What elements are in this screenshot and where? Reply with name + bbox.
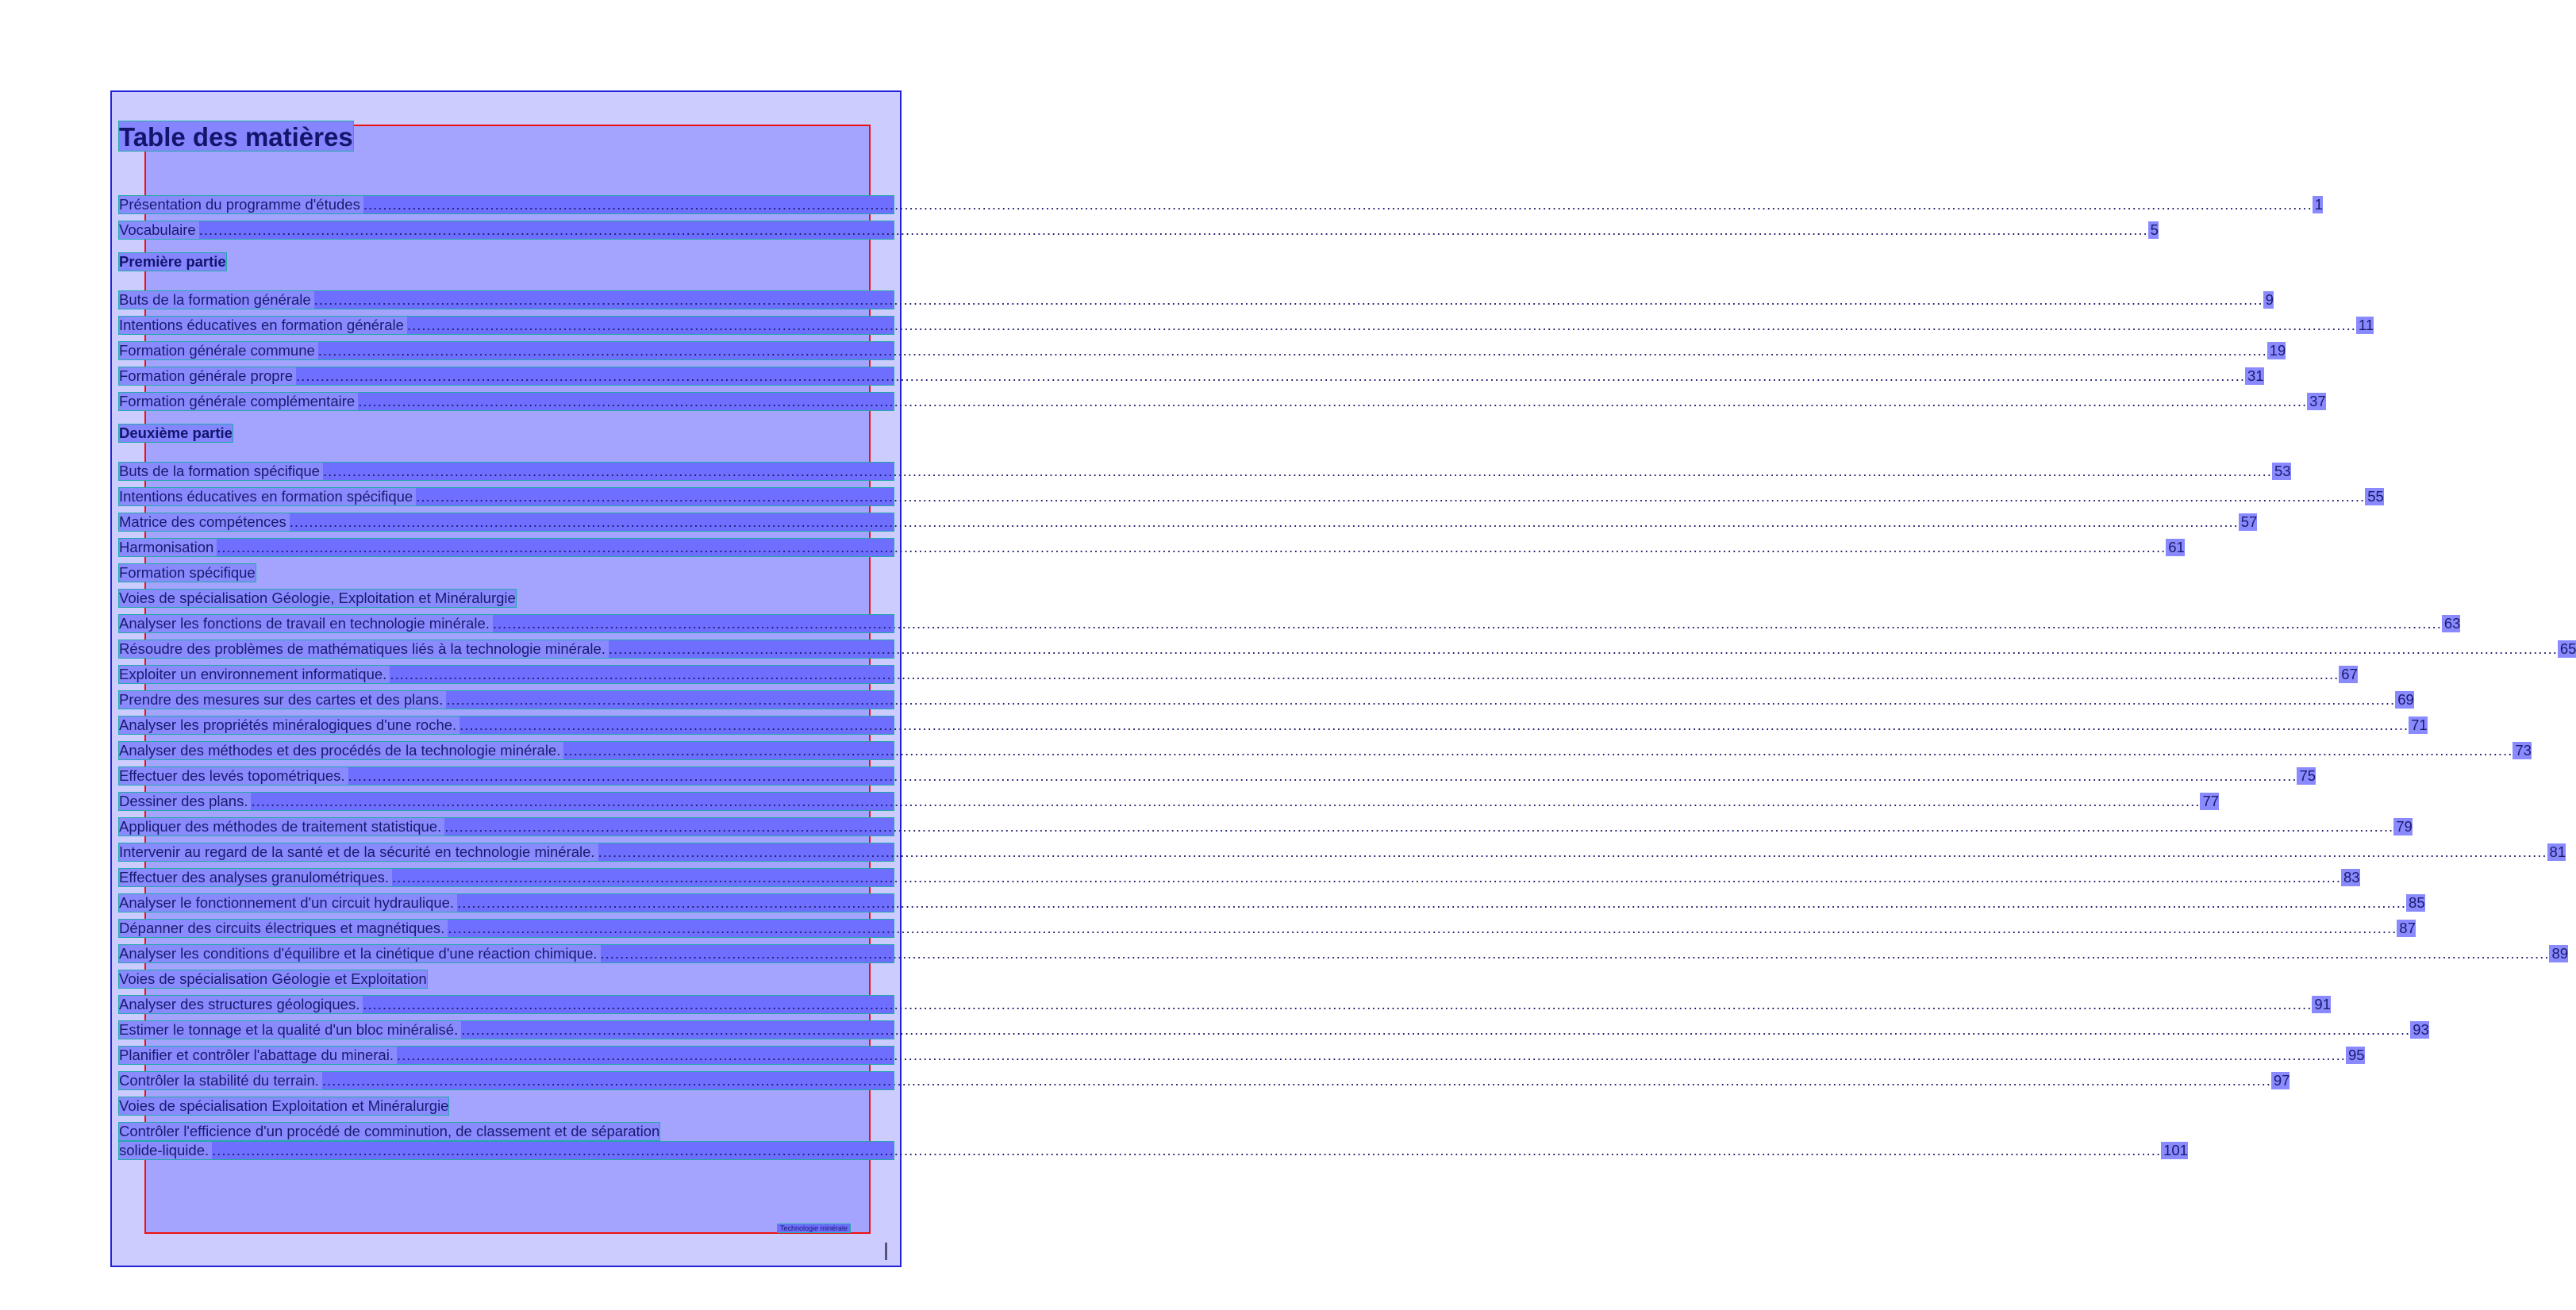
leader-dots: ................................................................................................................................................................................................................................................................................................................................................................................................................ — [390, 666, 2340, 682]
leader-dots: ................................................................................................................................................................................................................................................................................................................................................................................................................ — [406, 317, 2356, 333]
toc-entry-text: Vocabulaire — [119, 221, 199, 239]
toc-entry[interactable] — [119, 488, 2384, 505]
leader-dots: ................................................................................................................................................................................................................................................................................................................................................................................................................ — [313, 291, 2263, 308]
leader-dots: ................................................................................................................................................................................................................................................................................................................................................................................................................ — [444, 818, 2394, 835]
table-of-contents — [119, 119, 2576, 1167]
leader-dots: ................................................................................................................................................................................................................................................................................................................................................................................................................ — [492, 615, 2442, 632]
toc-entry-text-line2: solide-liquide. — [119, 1142, 212, 1159]
leader-dots: ................................................................................................................................................................................................................................................................................................................................................................................................................ — [289, 513, 2239, 530]
intro-list — [119, 196, 2324, 239]
toc-entry[interactable] — [119, 996, 2331, 1013]
toc-entry-text: Exploiter un environnement informatique. — [119, 666, 390, 683]
leader-dots: ................................................................................................................................................................................................................................................................................................................................................................................................................ — [212, 1142, 2162, 1158]
toc-page-number: 65 — [2558, 640, 2576, 658]
toc-page-number: 71 — [2409, 716, 2428, 734]
toc-entry[interactable] — [119, 894, 2425, 912]
toc-page-number: 101 — [2161, 1142, 2188, 1159]
leader-dots: ................................................................................................................................................................................................................................................................................................................................................................................................................ — [392, 869, 2342, 885]
leader-dots: ................................................................................................................................................................................................................................................................................................................................................................................................................ — [608, 640, 2558, 657]
toc-page-number: 1 — [2313, 196, 2323, 213]
toc-entry-text: Effectuer des analyses granulométriques. — [119, 869, 392, 886]
section-heading-part2: Deuxième partie — [119, 425, 233, 441]
toc-entry[interactable] — [119, 513, 2258, 531]
subsection-voie3: Voies de spécialisation Exploitation et Minéralurgie — [119, 1097, 449, 1114]
toc-entry[interactable] — [119, 666, 2358, 683]
toc-entry-text: Contrôler la stabilité du terrain. — [119, 1072, 322, 1089]
toc-entry[interactable] — [119, 793, 2220, 810]
toc-entry-text: Analyser des structures géologiques. — [119, 996, 363, 1013]
leader-dots: ................................................................................................................................................................................................................................................................................................................................................................................................................ — [321, 1072, 2271, 1089]
toc-entry[interactable] — [119, 463, 2291, 480]
leader-dots: ................................................................................................................................................................................................................................................................................................................................................................................................................ — [317, 342, 2267, 359]
toc-entry-text-line1: Contrôler l'efficience d'un procédé de comminution, de classement et de séparation — [119, 1123, 660, 1139]
footer-label: Technologie minérale — [778, 1224, 850, 1232]
toc-entry-text: Buts de la formation générale — [119, 291, 314, 309]
toc-entry[interactable] — [119, 1047, 2365, 1064]
toc-entry[interactable] — [119, 221, 2159, 239]
toc-entry-text: Matrice des compétences — [119, 513, 290, 531]
toc-page-number: 75 — [2297, 767, 2316, 785]
leader-dots: ................................................................................................................................................................................................................................................................................................................................................................................................................ — [322, 463, 2272, 479]
leader-dots: ................................................................................................................................................................................................................................................................................................................................................................................................................ — [457, 894, 2407, 911]
toc-entry-text: Analyser des méthodes et des procédés de la technologie minérale. — [119, 742, 563, 759]
toc-entry-text: Analyser le fonctionnement d'un circuit hydraulique. — [119, 894, 457, 912]
toc-page-number: 77 — [2200, 793, 2219, 810]
toc-page-number: 93 — [2410, 1021, 2429, 1039]
toc-entry[interactable] — [119, 1072, 2290, 1089]
page-title: Table des matières — [119, 122, 353, 152]
toc-entry-text: Formation générale commune — [119, 342, 318, 359]
toc-entry-text: Formation générale propre — [119, 367, 296, 385]
toc-entry[interactable] — [119, 767, 2316, 785]
toc-page-number: 67 — [2339, 666, 2358, 683]
toc-page-number: 57 — [2239, 513, 2258, 531]
leader-dots: ................................................................................................................................................................................................................................................................................................................................................................................................................ — [598, 843, 2547, 860]
toc-entry-text: Dessiner des plans. — [119, 793, 251, 810]
toc-entry[interactable] — [119, 539, 2185, 556]
toc-entry-multiline[interactable] — [119, 1123, 2188, 1159]
toc-entry[interactable] — [119, 615, 2461, 632]
toc-entry-text: Résoudre des problèmes de mathématiques liés à la technologie minérale. — [119, 640, 609, 658]
toc-page-number: 81 — [2547, 843, 2566, 861]
leader-dots: ................................................................................................................................................................................................................................................................................................................................................................................................................ — [600, 945, 2550, 962]
toc-entry[interactable] — [119, 291, 2274, 309]
toc-page-number: 73 — [2513, 742, 2532, 759]
leader-dots: ................................................................................................................................................................................................................................................................................................................................................................................................................ — [251, 793, 2201, 809]
toc-entry-line2 — [119, 1142, 2188, 1159]
toc-entry-text: Intentions éducatives en formation générale — [119, 317, 407, 334]
toc-entry-text: Harmonisation — [119, 539, 217, 556]
toc-page-number: 69 — [2395, 691, 2414, 709]
leader-dots: ................................................................................................................................................................................................................................................................................................................................................................................................................ — [363, 996, 2313, 1012]
leader-dots: ................................................................................................................................................................................................................................................................................................................................................................................................................ — [363, 196, 2313, 213]
toc-entry[interactable] — [119, 945, 2569, 962]
toc-entry[interactable] — [119, 742, 2532, 759]
toc-entry-text: Analyser les propriétés minéralogiques d'une roche. — [119, 716, 459, 734]
toc-entry[interactable] — [119, 843, 2566, 861]
leader-dots: ................................................................................................................................................................................................................................................................................................................................................................................................................ — [416, 488, 2366, 505]
toc-page-number: 79 — [2393, 818, 2413, 836]
toc-page-number: 9 — [2263, 291, 2274, 309]
toc-page-number: 11 — [2356, 317, 2374, 334]
toc-page-number: 53 — [2272, 463, 2291, 480]
toc-entry[interactable] — [119, 920, 2416, 937]
toc-page-number: 87 — [2397, 920, 2416, 937]
toc-entry[interactable] — [119, 393, 2326, 410]
toc-entry-text: Présentation du programme d'études — [119, 196, 363, 213]
subsection-voie1: Voies de spécialisation Géologie, Exploitation et Minéralurgie — [119, 590, 516, 606]
toc-page-number: 91 — [2312, 996, 2331, 1013]
toc-entry[interactable] — [119, 196, 2324, 213]
subsection-formation-specifique: Formation spécifique — [119, 564, 256, 581]
toc-entry-text: Estimer le tonnage et la qualité d'un bloc minéralisé. — [119, 1021, 461, 1039]
toc-entry-text: Prendre des mesures sur des cartes et des plans. — [119, 691, 446, 709]
toc-page-number: 85 — [2406, 894, 2425, 912]
part1-list — [119, 291, 2374, 410]
toc-page-number: 19 — [2267, 342, 2286, 359]
toc-entry[interactable] — [119, 869, 2360, 886]
leader-dots: ................................................................................................................................................................................................................................................................................................................................................................................................................ — [459, 716, 2409, 733]
toc-page-number: 55 — [2365, 488, 2384, 505]
voie2-list — [119, 996, 2429, 1089]
toc-entry[interactable] — [119, 691, 2414, 709]
toc-entry[interactable] — [119, 317, 2374, 334]
toc-entry-text: Appliquer des méthodes de traitement statistique. — [119, 818, 444, 836]
leader-dots: ................................................................................................................................................................................................................................................................................................................................................................................................................ — [448, 920, 2397, 936]
toc-page-number: 31 — [2245, 367, 2264, 385]
toc-entry-text: Effectuer des levés topométriques. — [119, 767, 348, 785]
toc-entry-text: Dépanner des circuits électriques et magnétiques. — [119, 920, 448, 937]
subsection-voie2: Voies de spécialisation Géologie et Exploitation — [119, 970, 427, 987]
toc-page-number: 5 — [2148, 221, 2159, 239]
toc-entry[interactable] — [119, 342, 2286, 359]
toc-entry-text: Analyser les fonctions de travail en technologie minérale. — [119, 615, 493, 632]
leader-dots: ................................................................................................................................................................................................................................................................................................................................................................................................................ — [348, 767, 2297, 784]
leader-dots: ................................................................................................................................................................................................................................................................................................................................................................................................................ — [396, 1047, 2346, 1063]
leader-dots: ................................................................................................................................................................................................................................................................................................................................................................................................................ — [217, 539, 2167, 555]
toc-entry-text: Analyser les conditions d'équilibre et la cinétique d'une réaction chimique. — [119, 945, 601, 962]
leader-dots: ................................................................................................................................................................................................................................................................................................................................................................................................................ — [461, 1021, 2411, 1038]
leader-dots: ................................................................................................................................................................................................................................................................................................................................................................................................................ — [296, 367, 2246, 384]
leader-dots: ................................................................................................................................................................................................................................................................................................................................................................................................................ — [446, 691, 2396, 708]
toc-page-number: 37 — [2307, 393, 2326, 410]
leader-dots: ................................................................................................................................................................................................................................................................................................................................................................................................................ — [358, 393, 2308, 409]
toc-page-number: 61 — [2166, 539, 2185, 556]
toc-entry-text: Intervenir au regard de la santé et de la sécurité en technologie minérale. — [119, 843, 598, 861]
voie1-list — [119, 615, 2576, 962]
toc-page-number: 97 — [2271, 1072, 2290, 1089]
toc-entry-text: Formation générale complémentaire — [119, 393, 358, 410]
toc-page-number: 89 — [2549, 945, 2568, 962]
toc-entry-text: Intentions éducatives en formation spécifique — [119, 488, 416, 505]
toc-entry[interactable] — [119, 367, 2264, 385]
toc-entry-text: Buts de la formation spécifique — [119, 463, 323, 480]
toc-entry[interactable] — [119, 640, 2576, 658]
toc-entry[interactable] — [119, 818, 2413, 836]
toc-page-number: 63 — [2442, 615, 2461, 632]
leader-dots: ................................................................................................................................................................................................................................................................................................................................................................................................................ — [198, 221, 2148, 238]
toc-entry[interactable] — [119, 716, 2428, 734]
toc-page-number: 95 — [2346, 1047, 2365, 1064]
toc-page-number: 83 — [2341, 869, 2360, 886]
toc-entry-text: Planifier et contrôler l'abattage du minerai. — [119, 1047, 397, 1064]
page-marker — [885, 1243, 887, 1260]
section-heading-part1: Première partie — [119, 253, 226, 270]
leader-dots: ................................................................................................................................................................................................................................................................................................................................................................................................................ — [563, 742, 2513, 759]
part2-list — [119, 463, 2384, 556]
toc-entry[interactable] — [119, 1021, 2429, 1039]
